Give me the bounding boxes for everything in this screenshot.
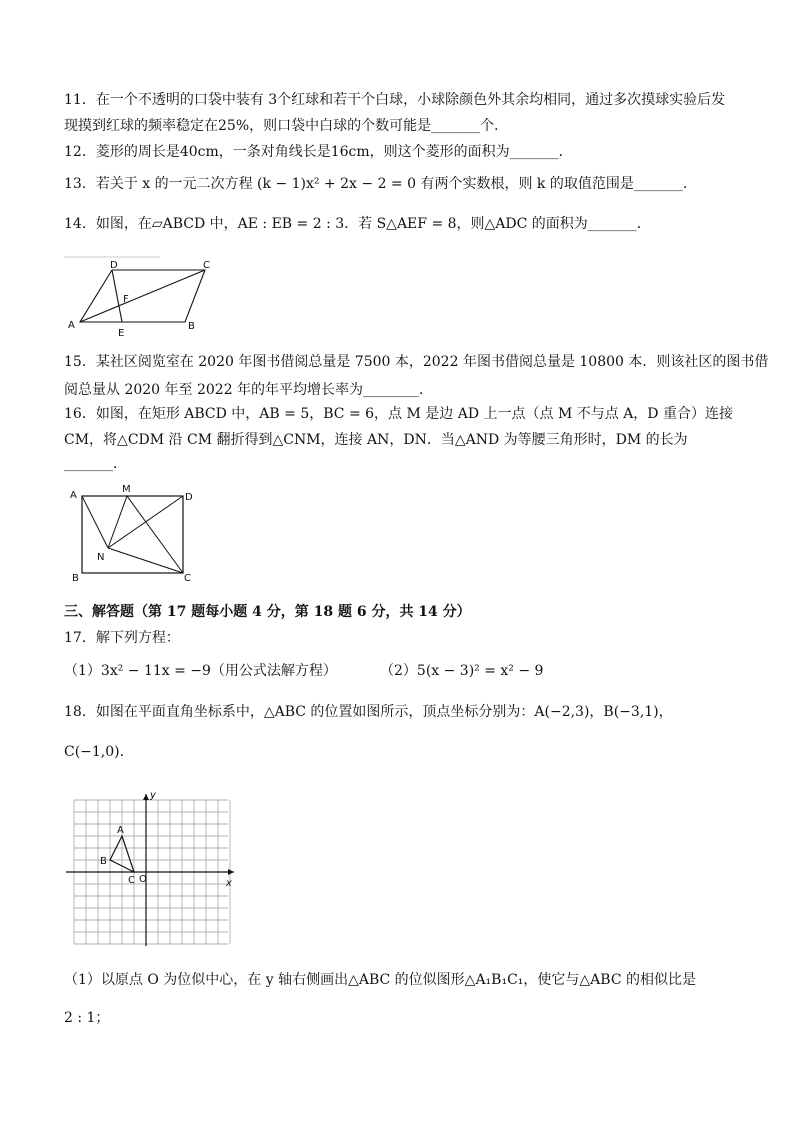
q18-part-1-line-1: （1）以原点 O 为位似中心，在 y 轴右侧画出△ABC 的位似图形△A₁B₁C₁，使它与△ABC 的相似比是 <box>64 972 696 988</box>
q13-line-1: 13．若关于 x 的一元二次方程 (k − 1)x² + 2x − 2 = 0 有两个实数根，则 k 的取值范围是_______． <box>64 176 697 192</box>
q17-intro: 17．解下列方程： <box>64 630 180 646</box>
q15-line-1: 15．某社区阅览室在 2020 年图书借阅总量是 7500 本，2022 年图书借阅总量是 10800 本．则该社区的图书借 <box>64 354 769 370</box>
q14-diagonal-ac <box>80 270 205 322</box>
q18-x-axis-arrow <box>228 869 234 875</box>
q18-label-b: B <box>100 856 107 867</box>
q16-rectangle-figure <box>62 482 202 586</box>
section-3-heading: 三、解答题（第 17 题每小题 4 分，第 18 题 6 分，共 14 分） <box>64 604 471 620</box>
q18-label-a: A <box>117 825 124 836</box>
q17-part-1: （1）3x² − 11x = −9（用公式法解方程） <box>64 663 337 679</box>
q17-part-2: （2）5(x − 3)² = x² − 9 <box>380 663 544 679</box>
q16-segment-mc <box>127 496 183 573</box>
q16-line-3: _______． <box>64 456 127 472</box>
q18-line-2: C(−1,0)． <box>64 744 134 760</box>
q11-line-2: 现摸到红球的频率稳定在25%，则口袋中白球的个数可能是_______个． <box>64 118 509 134</box>
q18-y-axis-arrow <box>143 794 149 800</box>
q18-part-1-line-2: 2 : 1； <box>64 1010 110 1026</box>
q11-line-1: 11．在一个不透明的口袋中装有 3个红球和若干个白球，小球除颜色外其余均相同，通过多次摸球实验后发 <box>64 92 726 108</box>
q18-label-o: O <box>139 874 147 885</box>
q18-line-1: 18．如图在平面直角坐标系中，△ABC 的位置如图所示，顶点坐标分别为：A(−2,3)，B(−3,1)， <box>64 704 673 720</box>
q18-coordinate-grid-figure <box>66 790 238 946</box>
q16-label-n: N <box>97 552 105 563</box>
q18-label-y: y <box>150 790 156 801</box>
q12-line-1: 12．菱形的周长是40cm，一条对角线长是16cm，则这个菱形的面积为_______． <box>64 144 573 160</box>
q16-line-2: CM，将△CDM 沿 CM 翻折得到△CNM，连接 AN，DN．当△AND 为等腰三角形时，DM 的长为 <box>64 432 688 448</box>
q14-label-d: D <box>110 260 118 271</box>
q14-label-f: F <box>123 294 129 305</box>
q14-label-b: B <box>188 321 195 332</box>
q16-segment-an <box>82 496 108 548</box>
q16-label-a: A <box>70 490 77 501</box>
q16-segment-mn <box>108 496 127 548</box>
q16-label-b: B <box>72 573 79 584</box>
q16-label-d: D <box>185 492 193 503</box>
q14-line-1: 14．如图，在▱ABCD 中，AE : EB = 2 : 3．若 S△AEF = 8，则△ADC 的面积为_______． <box>64 216 651 232</box>
q16-segment-nc <box>108 548 183 573</box>
q16-segment-nd <box>108 496 183 548</box>
q16-label-m: M <box>122 484 131 495</box>
q14-label-a: A <box>68 320 75 331</box>
q18-label-c: C <box>128 875 135 886</box>
q16-label-c: C <box>184 573 191 584</box>
q15-line-2: 阅总量从 2020 年至 2022 年的年平均增长率为________． <box>64 382 434 398</box>
q14-segment-de <box>112 270 122 322</box>
q18-label-x: x <box>226 878 232 889</box>
q14-label-e: E <box>118 328 125 339</box>
q14-label-c: C <box>203 260 210 271</box>
q16-line-1: 16．如图，在矩形 ABCD 中，AB = 5，BC = 6，点 M 是边 AD 上一点（点 M 不与点 A，D 重合）连接 <box>64 406 733 422</box>
q14-parallelogram-figure <box>60 255 220 340</box>
